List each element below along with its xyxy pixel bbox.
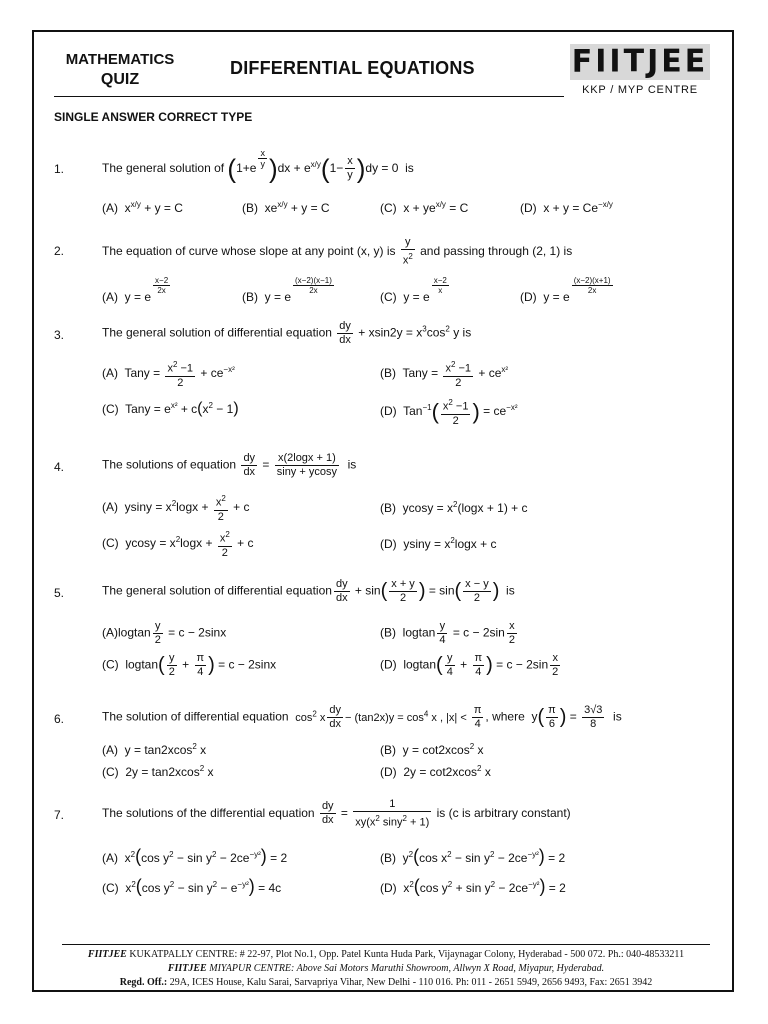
option-b: (B) y = e $\frac{(x-2)(x-1)}{2x}$ [242,276,332,304]
subject-label [62,50,178,90]
header-divider [54,96,564,97]
question-stem: The general solution of differential equation $\frac{dy}{dx}$ + sin( $\frac{x + y}{2}$ ) = sin( $\frac{x - y}{2}$ ) is [102,578,515,604]
footer-regd-label: Regd. Off.: [119,977,168,988]
option-b: (B) Tany = $\frac{x^2 -1}{2}$ + $ce^{x^2}$ [380,360,509,389]
option-b: (B) $ycosy = x^2(\log x + 1) + c$ [380,500,528,515]
footer-logo: FIITJEE [87,949,127,960]
footer-logo: FIITJEE [167,963,207,974]
option-a: (A) $ysiny = x^2\log x$ + $\frac{x^2}{2}$ + c [102,494,250,523]
subject-line1: MATHEMATICS [65,51,175,68]
page-title: DIFFERENTIAL EQUATIONS [230,58,475,78]
option-c: (C) $x + ye^{x/y} = C$ [380,200,469,215]
option-b: (B) logtan $\frac{y}{4}$ = c − 2sin $\frac{x}{2}$ [380,620,515,646]
question-stem: The equation of curve whose slope at any point (x, y) is $\frac{y}{x^2}$ and passing through (2, 1) is [102,236,573,267]
footer-line-1: KUKATPALLY CENTRE: # 22-97, Plot No.1, Opp. Patel Kunta Huda Park, Vijaynagar Colony, Hyderabad - 500 072. Ph.: 040-48533211 [129,949,685,960]
question-number: 3. [54,328,65,342]
option-d: (D) $ysiny = x^2\log x + c$ [380,536,497,551]
option-c: (C) logtan( $\frac{y}{2}$ + $\frac{\pi}{4}$ ) = c − 2sinx [102,652,277,678]
option-a: (A) Tany = $\frac{x^2 -1}{2}$ + $ce^{-x^2}$ [102,360,235,389]
footer-regd-office [62,976,710,989]
fiitjee-logo [570,44,710,80]
option-a: (A)logtan $\frac{y}{2}$ = c − 2sinx [102,620,227,646]
footer-divider [62,944,710,945]
option-c: (C) Tany = $e^{x^2} + c(x^2 - 1)$ [102,400,239,417]
question-stem: The general solution of differential equation $\frac{dy}{dx}$ + $xsin2y = x^3\cos^2$ y is [102,320,472,346]
option-d: (D) Tan$^{-1}$( $\frac{x^2 -1}{2}$ ) = $ce^{-x^2}$ [380,398,518,427]
question-number: 5. [54,586,65,600]
option-a: (A) $x^{x/y} + y = C$ [102,200,183,215]
question-number: 7. [54,808,65,822]
option-b: (B) $xe^{x/y} + y = C$ [242,200,330,215]
section-heading: SINGLE ANSWER CORRECT TYPE [54,110,253,124]
question-number: 1. [54,162,65,176]
option-c: (C) $x^2(\cos$ $y^2 - \sin y^2 - e^{-y^2}) = 4c$ [102,876,282,896]
option-d: (D) $x^2(\cos$ $y^2 + \sin y^2 - 2ce^{-y^2}) = 2$ [380,876,566,896]
question-stem: The solution of differential equation $\cos^2 x$ $\frac{dy}{dx}$ − $(\tan 2x)y = \cos^4 x$ , |x| < $\frac{\pi}{4}$ , where y( $\frac{\pi}{6}$ ) = $\frac{3√3}{8}$ is [102,704,622,731]
footer-line-3: 29A, ICES House, Kalu Sarai, Sarvapriya Vihar, New Delhi - 110 016. Ph: 011 - 2651 5949, 2656 9493, Fax: 2651 3942 [169,977,653,988]
option-b: (B) $y^2(\cos$ $x^2 - \sin y^2 - 2ce^{-y^2}) = 2$ [380,846,566,866]
option-d: (D) $x + y = Ce^{-x/y}$ [520,200,613,215]
question-number: 4. [54,460,65,474]
logo-text: FIITJEE [571,43,709,80]
question-number: 2. [54,244,65,258]
footer-miyapur [62,962,710,975]
option-d: (D) logtan( $\frac{y}{4}$ + $\frac{\pi}{4}$ ) = c − 2sin $\frac{x}{2}$ [380,652,559,678]
option-c: (C) y = e $\frac{x-2}{x}$ [380,276,447,304]
question-number: 6. [54,712,65,726]
question-stem: The solutions of equation $\frac{dy}{dx}$ = $\frac{x(2\log x + 1)}{\sin y + ycosy}$ is [102,452,357,478]
question-stem: The general solution of (1+e $\frac{x}{y}$ )$dx + e^{x/y}(1-$ $\frac{x}{y}$ )dy = 0 is [102,148,414,184]
subject-line2: QUIZ [100,71,140,88]
option-d: (D) y = e $\frac{(x-2)(x+1)}{2x}$ [520,276,611,304]
option-a: (A) $x^2(\cos$ $y^2 - \sin y^2 - 2ce^{-y^2}) = 2$ [102,846,288,866]
question-stem: The solutions of the differential equation $\frac{dy}{dx}$ = $\frac{1}{xy(x^2 \sin y^2 + 1)}$ is (c is arbitrary constant) [102,798,571,829]
option-d: (D) 2y = cot2xcos$^2$ x [380,764,491,779]
option-a: (A) y = tan2xcos$^2$ x [102,742,207,757]
option-b: (B) y = cot2xcos$^2$ x [380,742,484,757]
footer-kukatpally [62,948,710,961]
centre-label: KKP / MYP CENTRE [582,84,698,96]
option-c: (C) $ycosy = x^2\log x$ + $\frac{x^2}{2}$ + c [102,530,254,559]
option-a: (A) y = e $\frac{x-2}{2x}$ [102,276,169,304]
option-c: (C) 2y = tan2xcos$^2$ x [102,764,214,779]
footer-line-2: MIYAPUR CENTRE: Above Sai Motors Maruthi Showroom, Allwyn X Road, Miyapur, Hyderabad. [209,963,605,974]
